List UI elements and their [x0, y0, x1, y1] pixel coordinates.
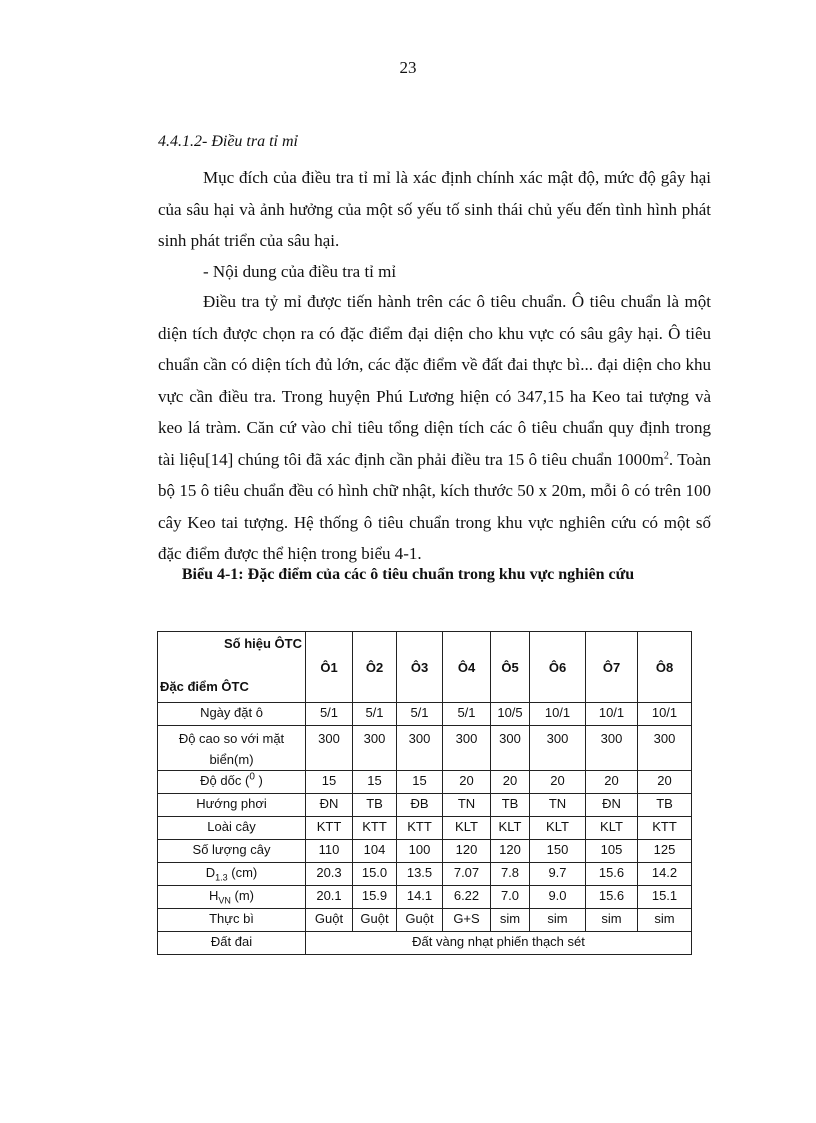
table-row: [158, 840, 692, 863]
table-corner-cell: [158, 632, 306, 703]
table-cell: 7.07: [443, 863, 491, 886]
table-cell: 300: [397, 726, 443, 771]
table-cell: KTT: [397, 817, 443, 840]
table-row-soil: [158, 932, 692, 955]
row-label: Đất đai: [158, 932, 306, 955]
table-cell: KTT: [306, 817, 353, 840]
row-label: Hướng phơi: [158, 794, 306, 817]
table-cell: 6.22: [443, 886, 491, 909]
row-label: Loài cây: [158, 817, 306, 840]
row-label: $D_{1.3}$ (cm): [158, 863, 306, 886]
table-cell: 20: [491, 771, 530, 794]
table-row: [158, 886, 692, 909]
table-cell: 15: [306, 771, 353, 794]
table-cell: 20.3: [306, 863, 353, 886]
paragraph-content-heading: - Nội dung của điều tra tỉ mỉ: [203, 262, 397, 281]
table-cell: 300: [586, 726, 638, 771]
table-cell: 300: [638, 726, 692, 771]
table-row: [158, 909, 692, 932]
table-cell: sim: [638, 909, 692, 932]
table-cell: 300: [353, 726, 397, 771]
column-header: Ô8: [638, 632, 692, 703]
table-cell: KLT: [443, 817, 491, 840]
table-cell: ĐN: [586, 794, 638, 817]
table-cell: 120: [491, 840, 530, 863]
row-label: Số lượng cây: [158, 840, 306, 863]
table-cell: Guột: [353, 909, 397, 932]
table-cell: 9.0: [530, 886, 586, 909]
table-cell: 104: [353, 840, 397, 863]
table-cell: 300: [530, 726, 586, 771]
column-header: Ô3: [397, 632, 443, 703]
paragraph-purpose: Mục đích của điều tra tỉ mỉ là xác định chính xác mật độ, mức độ gây hại của sâu hại và ảnh hưởng của một số yếu tố sinh thái chủ yếu đến tình hình phát sinh phát triển của sâu hại.: [158, 168, 711, 250]
table-header-row: [158, 632, 692, 703]
column-header: Ô6: [530, 632, 586, 703]
table-cell: KTT: [353, 817, 397, 840]
table-cell: 15.6: [586, 863, 638, 886]
table-cell: 20: [530, 771, 586, 794]
table-cell: sim: [586, 909, 638, 932]
column-header: Ô7: [586, 632, 638, 703]
table-row: [158, 817, 692, 840]
table-cell: KLT: [530, 817, 586, 840]
table-cell: 110: [306, 840, 353, 863]
table-cell: 15: [353, 771, 397, 794]
table-cell: 14.1: [397, 886, 443, 909]
table-row: [158, 771, 692, 794]
table-cell: 125: [638, 840, 692, 863]
table-cell: 100: [397, 840, 443, 863]
superscript-2: 2: [663, 449, 669, 461]
table-cell: TB: [491, 794, 530, 817]
table-cell: 300: [443, 726, 491, 771]
table-cell: 15.1: [638, 886, 692, 909]
table-cell: 7.8: [491, 863, 530, 886]
column-header: Ô4: [443, 632, 491, 703]
table-row: [158, 726, 692, 771]
column-header: Ô5: [491, 632, 530, 703]
table-cell: 5/1: [306, 703, 353, 726]
table-cell: Guột: [306, 909, 353, 932]
table-cell: 20.1: [306, 886, 353, 909]
table-cell: 20: [443, 771, 491, 794]
corner-bottom-label: Đặc điểm ÔTC: [160, 679, 249, 694]
column-header: Ô1: [306, 632, 353, 703]
table-cell: TB: [638, 794, 692, 817]
table-cell: 13.5: [397, 863, 443, 886]
table-cell: 20: [586, 771, 638, 794]
table-row: [158, 703, 692, 726]
table-cell: KTT: [638, 817, 692, 840]
table-cell: 20: [638, 771, 692, 794]
table-cell: 10/1: [530, 703, 586, 726]
table-cell: KLT: [491, 817, 530, 840]
table-cell: 7.0: [491, 886, 530, 909]
table-cell: TN: [530, 794, 586, 817]
table-cell: 120: [443, 840, 491, 863]
table-cell: G+S: [443, 909, 491, 932]
table-cell: 150: [530, 840, 586, 863]
table-cell: ĐB: [397, 794, 443, 817]
table-caption: Biểu 4-1: Đặc điểm của các ô tiêu chuẩn trong khu vực nghiên cứu: [181, 566, 635, 583]
table-cell: 300: [491, 726, 530, 771]
table-cell: 300: [306, 726, 353, 771]
table-row: [158, 794, 692, 817]
row-label: Độ dốc ($^0$ ): [158, 771, 306, 794]
table-cell: 10/1: [638, 703, 692, 726]
table-cell: 15.0: [353, 863, 397, 886]
row-label: Ngày đặt ô: [158, 703, 306, 726]
soil-value-cell: Đất vàng nhạt phiến thạch sét: [306, 932, 692, 955]
table-cell: 14.2: [638, 863, 692, 886]
table-cell: ĐN: [306, 794, 353, 817]
paragraph-plot-description: Điều tra tỷ mỉ được tiến hành trên các ô tiêu chuẩn. Ô tiêu chuẩn là một diện tích được chọn ra có đặc điểm đại diện cho khu vực có sâu gây hại. Ô tiêu chuẩn cần có diện tích đủ lớn, các đặc điểm về đất đai thực bì... đại diện cho khu vực cần điều tra. Trong huyện Phú Lương hiện có 347,15 ha Keo tai tượng và keo lá tràm. Căn cứ vào chỉ tiêu tổng diện tích các ô tiêu chuẩn quy định trong tài liệu[14] chúng tôi đã xác định cần phải điều tra 15 ô tiêu chuẩn $1000m^2$. Toàn bộ 15 ô tiêu chuẩn đều có hình chữ nhật, kích thước 50 x 20m, mỗi ô có trên 100 cây Keo tai tượng. Hệ thống ô tiêu chuẩn trong khu vực nghiên cứu có một số đặc điểm được thể hiện trong biểu 4-1.: [158, 292, 711, 563]
table-cell: 9.7: [530, 863, 586, 886]
table-cell: 5/1: [443, 703, 491, 726]
table-cell: 5/1: [397, 703, 443, 726]
table-cell: 15: [397, 771, 443, 794]
section-heading: 4.4.1.2- Điều tra tỉ mỉ: [158, 133, 298, 150]
row-label: $H_{VN}$ (m): [158, 886, 306, 909]
table-cell: KLT: [586, 817, 638, 840]
page-number: 23: [399, 58, 417, 77]
table-cell: 15.9: [353, 886, 397, 909]
plot-characteristics-table: [157, 631, 692, 955]
table-cell: TN: [443, 794, 491, 817]
table-row: [158, 863, 692, 886]
table-cell: TB: [353, 794, 397, 817]
column-header: Ô2: [353, 632, 397, 703]
table-cell: Guột: [397, 909, 443, 932]
table-cell: sim: [530, 909, 586, 932]
table-cell: 5/1: [353, 703, 397, 726]
corner-top-label: Số hiệu ÔTC: [224, 636, 302, 651]
row-label: Độ cao so với mặt biển(m): [158, 726, 306, 771]
table-cell: sim: [491, 909, 530, 932]
table-cell: 105: [586, 840, 638, 863]
row-label: Thực bì: [158, 909, 306, 932]
table-cell: 15.6: [586, 886, 638, 909]
table-cell: 10/5: [491, 703, 530, 726]
table-cell: 10/1: [586, 703, 638, 726]
